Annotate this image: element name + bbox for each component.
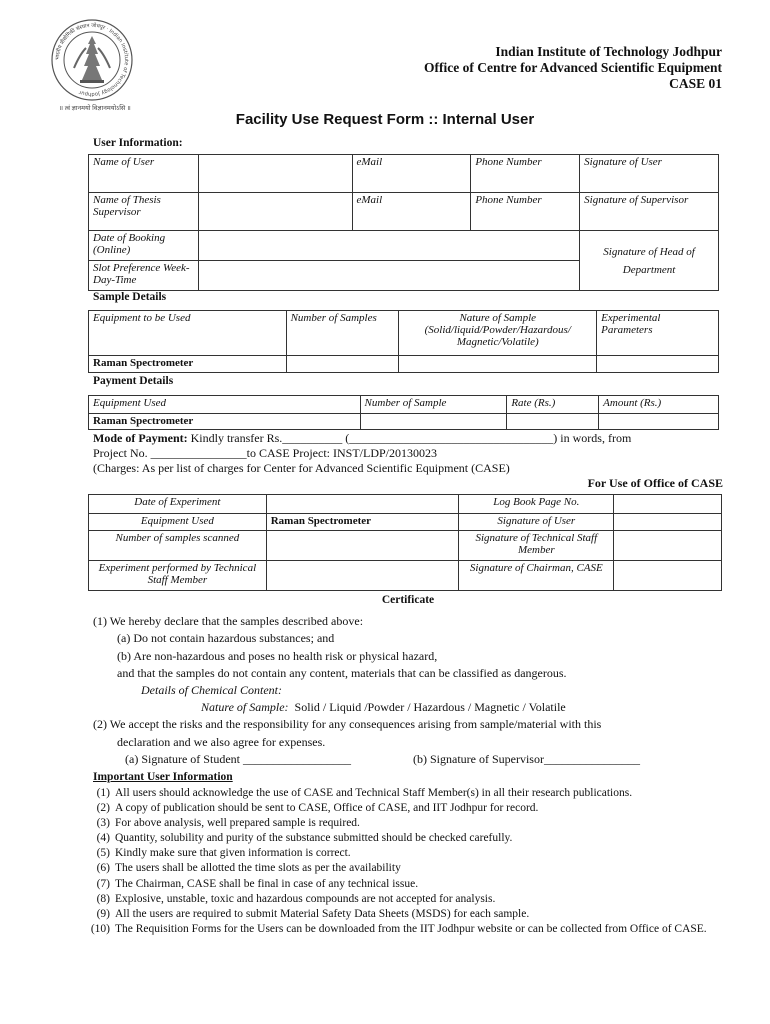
office-name: Office of Centre for Advanced Scientific Equipment (424, 60, 722, 75)
log-book-label: Log Book Page No. (459, 495, 614, 514)
slot-pref-field[interactable] (198, 261, 579, 291)
sig-technical-label: Signature of Technical Staff Member (459, 531, 614, 561)
list-item: (9) All the users are required to submit Material Safety Data Sheets (MSDS) for each sample. (96, 907, 530, 920)
payment-equipment-cell: Raman Spectrometer (89, 414, 361, 430)
charges-line: (Charges: As per list of charges for Center for Advanced Scientific Equipment (CASE) (93, 461, 510, 475)
performed-by-label: Experiment performed by Technical Staff Member (89, 561, 267, 591)
nature-of-sample-header: Nature of Sample (Solid/liquid/Powder/Hazardous/ Magnetic/Volatile) (399, 311, 597, 356)
mode-of-payment-label: Mode of Payment: (93, 431, 188, 445)
office-signature-user-label: Signature of User (459, 514, 614, 531)
form-title: Facility Use Request Form :: Internal User (235, 111, 535, 128)
mode-of-payment (93, 431, 723, 446)
institute-name: Indian Institute of Technology Jodhpur (495, 44, 722, 59)
supervisor-email-label: eMail (352, 193, 471, 231)
sample-details-table (88, 310, 719, 373)
form-code: CASE 01 (669, 76, 722, 91)
list-item: (5) Kindly make sure that given information is correct. (96, 847, 351, 860)
signature-hod-label: Signature of Head of Department (580, 231, 719, 291)
nature-of-sample-value: Solid / Liquid /Powder / Hazardous / Magnetic / Volatile (294, 700, 566, 714)
signature-supervisor-label: Signature of Supervisor (580, 193, 719, 231)
cert-line-1: (1) We hereby declare that the samples described above: (93, 614, 364, 628)
payment-details-table (88, 395, 719, 430)
sig-chairman-label: Signature of Chairman, CASE (459, 561, 614, 591)
payment-number-cell[interactable] (360, 414, 507, 430)
name-of-user-label: Name of User (89, 155, 199, 193)
date-booking-field[interactable] (198, 231, 579, 261)
slot-pref-label: Slot Preference Week-Day-Time (89, 261, 199, 291)
number-of-sample-header: Number of Sample (360, 396, 507, 414)
office-signature-user-field[interactable] (614, 514, 722, 531)
name-of-user-field[interactable] (198, 155, 352, 193)
cert-line-5: Details of Chemical Content: (141, 683, 282, 697)
samples-scanned-field[interactable] (266, 531, 459, 561)
nature-of-sample-label: Nature of Sample: (201, 700, 289, 714)
user-info-heading: User Information: (93, 137, 183, 149)
list-item: (1) All users should acknowledge the use of CASE and Technical Staff Member(s) in all their research publications. (96, 787, 633, 799)
logo-ring-text: भारतीय प्रौद्योगिकी संस्थान जोधपुर · Indian Institute of Technology Jodhpur (54, 22, 130, 98)
performed-by-field[interactable] (266, 561, 459, 591)
important-info-list (88, 786, 728, 937)
date-experiment-label: Date of Experiment (89, 495, 267, 514)
iit-jodhpur-logo (50, 18, 134, 102)
important-info-heading: Important User Information (93, 771, 233, 783)
cert-line-3: (b) Are non-hazardous and poses no health risk or physical hazard, (117, 649, 438, 663)
sample-equipment-cell: Raman Spectrometer (89, 356, 287, 373)
cert-line-2: (a) Do not contain hazardous substances; and (117, 631, 335, 645)
date-experiment-field[interactable] (266, 495, 459, 514)
equipment-used-header: Equipment Used (89, 396, 361, 414)
list-item: (3) For above analysis, well prepared sample is required. (96, 817, 360, 830)
supervisor-phone-label: Phone Number (471, 193, 580, 231)
log-book-field[interactable] (614, 495, 722, 514)
list-item: (8) Explosive, unstable, toxic and hazardous compounds are not accepted for analysis. (96, 892, 496, 905)
equipment-used-label: Equipment Used (89, 514, 267, 531)
sig-chairman-field[interactable] (614, 561, 722, 591)
samples-scanned-label: Number of samples scanned (89, 531, 267, 561)
cert-line-4: and that the samples do not contain any content, materials that can be classified as dangerous. (117, 666, 567, 680)
cert-line-8: declaration and we also agree for expenses. (117, 735, 326, 749)
date-booking-label: Date of Booking (Online) (89, 231, 199, 261)
rate-header: Rate (Rs.) (507, 396, 599, 414)
sample-params-cell[interactable] (597, 356, 719, 373)
payment-rate-cell[interactable] (507, 414, 599, 430)
list-item: (4) Quantity, solubility and purity of the substance submitted should be checked carefully. (96, 832, 513, 845)
certificate-heading: Certificate (381, 594, 435, 606)
sig-technical-field[interactable] (614, 531, 722, 561)
phone-label: Phone Number (471, 155, 580, 193)
list-item: (6) The users shall be allotted the time slots as per the availability (96, 862, 401, 875)
supervisor-field[interactable] (198, 193, 352, 231)
email-label: eMail (352, 155, 471, 193)
payment-amount-cell[interactable] (599, 414, 719, 430)
sample-nature-cell[interactable] (399, 356, 597, 373)
list-item: (10) The Requisition Forms for the Users can be downloaded from the IIT Jodhpur website or can be collected from Office of CASE. (90, 922, 707, 935)
mode-of-payment-text: Kindly transfer Rs.__________ (__________________________________) in words, from (190, 431, 632, 445)
sample-number-cell[interactable] (286, 356, 399, 373)
cert-line-6 (201, 700, 566, 715)
signature-user-label: Signature of User (580, 155, 719, 193)
sample-details-heading: Sample Details (93, 291, 167, 303)
equipment-used-value: Raman Spectrometer (266, 514, 459, 531)
number-of-samples-header: Number of Samples (286, 311, 399, 356)
student-signature-line: (a) Signature of Student __________________ (125, 752, 351, 766)
institution-header (424, 44, 722, 92)
experimental-parameters-header: Experimental Parameters (597, 311, 719, 356)
office-use-table (88, 494, 722, 591)
supervisor-label: Name of Thesis Supervisor (89, 193, 199, 231)
user-info-table (88, 154, 719, 291)
cert-line-7: (2) We accept the risks and the responsibility for any consequences arising from sample/material with this (93, 717, 602, 731)
payment-details-heading: Payment Details (93, 375, 174, 387)
equipment-to-be-used-header: Equipment to be Used (89, 311, 287, 356)
project-line: Project No. ________________to CASE Project: INST/LDP/20130023 (93, 446, 437, 460)
list-item: (2) A copy of publication should be sent to CASE, Office of CASE, and IIT Jodhpur for record. (96, 802, 539, 815)
list-item: (7) The Chairman, CASE shall be final in case of any technical issue. (96, 877, 419, 890)
amount-header: Amount (Rs.) (599, 396, 719, 414)
logo-motto: ॥ त्वं ज्ञानमयो विज्ञानमयोऽसि ॥ (59, 105, 131, 112)
office-use-heading: For Use of Office of CASE (587, 476, 723, 490)
supervisor-signature-line: (b) Signature of Supervisor________________ (413, 752, 640, 766)
